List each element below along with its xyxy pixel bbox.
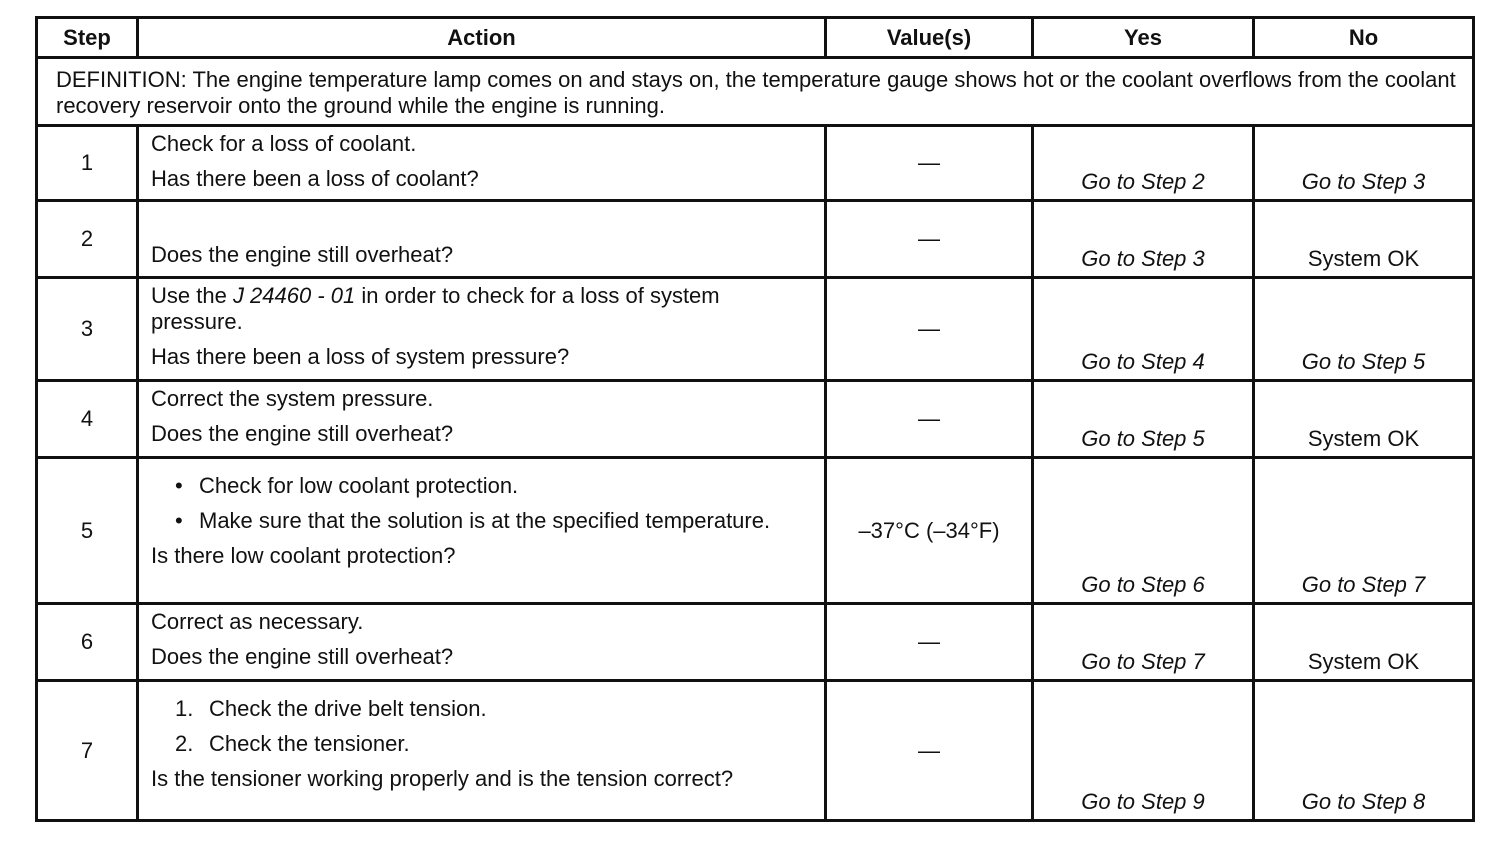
action-text-pre: Use the (151, 283, 233, 308)
header-row (37, 18, 1474, 58)
action-cell (138, 458, 826, 604)
table-row (37, 278, 1474, 381)
bullet-item: • Make sure that the solution is at the specified temperature. (175, 508, 771, 533)
action-cell (138, 201, 826, 278)
yes-cell: Go to Step 9 (1033, 681, 1254, 821)
action-text: Correct as necessary. (151, 609, 364, 634)
action-question: Has there been a loss of coolant? (151, 166, 479, 191)
header-action: Action (138, 18, 826, 58)
header-yes: Yes (1033, 18, 1254, 58)
action-cell (138, 381, 826, 458)
table-row (37, 381, 1474, 458)
table-row (37, 201, 1474, 278)
step-number: 2 (37, 201, 138, 278)
diagnostic-table (35, 16, 1475, 822)
action-question: Is there low coolant protection? (151, 543, 456, 568)
no-cell: Go to Step 5 (1254, 278, 1474, 381)
table-row (37, 604, 1474, 681)
yes-cell: Go to Step 5 (1033, 381, 1254, 458)
tool-reference: J 24460 - 01 (232, 283, 356, 308)
step-number: 4 (37, 381, 138, 458)
no-cell: Go to Step 8 (1254, 681, 1474, 821)
action-question: Does the engine still overheat? (151, 644, 454, 669)
header-step: Step (37, 18, 138, 58)
action-text-post: in order to check for a loss of system pressure. (151, 283, 720, 334)
value-cell: — (826, 278, 1033, 381)
value-cell: — (826, 126, 1033, 201)
step-number: 3 (37, 278, 138, 381)
yes-cell: Go to Step 4 (1033, 278, 1254, 381)
value-cell: –37°C (–34°F) (826, 458, 1033, 604)
definition-row (37, 58, 1474, 126)
action-text: Check for a loss of coolant. (151, 131, 417, 156)
action-cell (138, 126, 826, 201)
value-cell: — (826, 381, 1033, 458)
header-values: Value(s) (826, 18, 1033, 58)
bullet-icon: • (175, 473, 183, 498)
action-question: Has there been a loss of system pressure? (151, 344, 570, 369)
no-cell: Go to Step 7 (1254, 458, 1474, 604)
item-number: 2. (175, 731, 194, 756)
action-text (151, 283, 814, 335)
action-cell (138, 278, 826, 381)
no-cell: System OK (1254, 381, 1474, 458)
action-text: Correct the system pressure. (151, 386, 434, 411)
item-number: 1. (175, 696, 194, 721)
bullet-icon: • (175, 508, 183, 533)
value-cell: — (826, 681, 1033, 821)
yes-cell: Go to Step 3 (1033, 201, 1254, 278)
bullet-item: • Check for low coolant protection. (175, 473, 519, 498)
step-number: 7 (37, 681, 138, 821)
numbered-item: 1. Check the drive belt tension. (175, 696, 487, 721)
yes-cell: Go to Step 6 (1033, 458, 1254, 604)
table-row (37, 458, 1474, 604)
step-number: 5 (37, 458, 138, 604)
step-number: 6 (37, 604, 138, 681)
numbered-item: 2. Check the tensioner. (175, 731, 410, 756)
action-question: Does the engine still overheat? (151, 242, 454, 267)
no-cell: System OK (1254, 201, 1474, 278)
header-no: No (1254, 18, 1474, 58)
table-row (37, 126, 1474, 201)
value-cell: — (826, 604, 1033, 681)
action-cell (138, 604, 826, 681)
no-cell: System OK (1254, 604, 1474, 681)
yes-cell: Go to Step 2 (1033, 126, 1254, 201)
step-number: 1 (37, 126, 138, 201)
action-cell (138, 681, 826, 821)
yes-cell: Go to Step 7 (1033, 604, 1254, 681)
definition-text: DEFINITION: The engine temperature lamp comes on and stays on, the temperature gauge shows hot or the coolant overflows from the coolant recovery reservoir onto the ground while the engine is running. (37, 58, 1474, 126)
no-cell: Go to Step 3 (1254, 126, 1474, 201)
action-question: Is the tensioner working properly and is the tension correct? (151, 766, 734, 791)
action-question: Does the engine still overheat? (151, 421, 454, 446)
value-cell: — (826, 201, 1033, 278)
table-row (37, 681, 1474, 821)
